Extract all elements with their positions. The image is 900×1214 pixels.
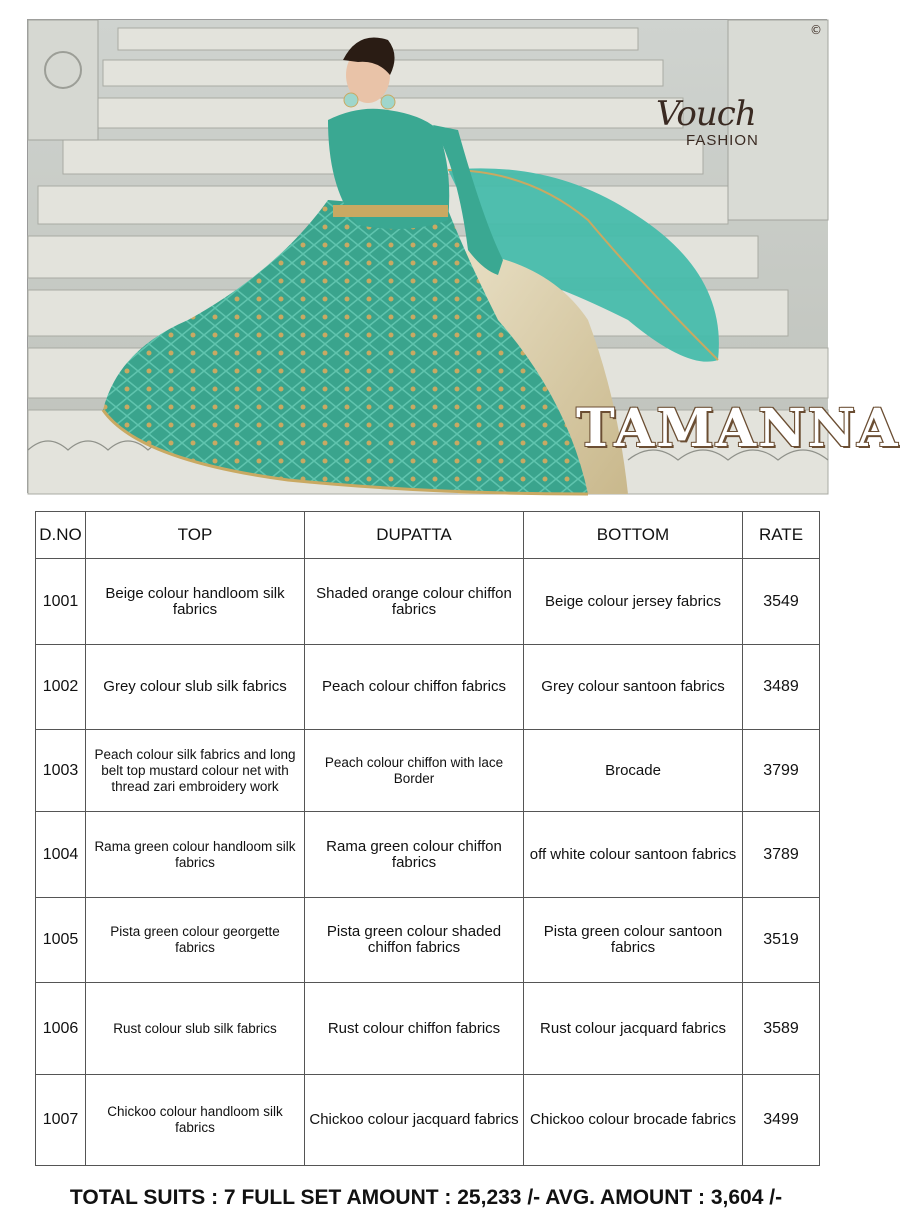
rate-cell: 3489 [743, 645, 820, 730]
header-top: TOP [86, 512, 305, 559]
header-rate: RATE [743, 512, 820, 559]
brand-subtitle: FASHION [686, 132, 759, 149]
header-dno: D.NO [36, 512, 86, 559]
brand-name: Vouch [656, 94, 756, 134]
product-banner [27, 19, 900, 493]
rate-cell: 3789 [743, 812, 820, 898]
rate-cell: 3499 [743, 1075, 820, 1166]
collection-title: TAMANNA [576, 398, 900, 459]
bottom-cell: Chickoo colour brocade fabrics [524, 1075, 743, 1166]
bottom-cell: Grey colour santoon fabrics [524, 645, 743, 730]
dupatta-cell: Rust colour chiffon fabrics [305, 983, 524, 1075]
table-row [36, 983, 820, 1075]
table-header-row [36, 512, 820, 559]
top-cell: Peach colour silk fabrics and long belt top mustard colour net with thread zari embroidery work [86, 730, 305, 812]
rate-cell: 3549 [743, 559, 820, 645]
top-cell: Chickoo colour handloom silk fabrics [86, 1075, 305, 1166]
bottom-cell: Beige colour jersey fabrics [524, 559, 743, 645]
top-cell: Grey colour slub silk fabrics [86, 645, 305, 730]
copyright-mark: © [810, 23, 822, 37]
design-number: 1007 [36, 1075, 86, 1166]
summary-footer: TOTAL SUITS : 7 FULL SET AMOUNT : 25,233 /- AVG. AMOUNT : 3,604 /- [69, 1186, 783, 1209]
design-number: 1004 [36, 812, 86, 898]
dupatta-cell: Rama green colour chiffon fabrics [305, 812, 524, 898]
bottom-cell: Brocade [524, 730, 743, 812]
header-bottom: BOTTOM [524, 512, 743, 559]
brand-logo [656, 82, 836, 177]
design-number: 1006 [36, 983, 86, 1075]
top-cell: Rama green colour handloom silk fabrics [86, 812, 305, 898]
bottom-cell: Rust colour jacquard fabrics [524, 983, 743, 1075]
bottom-cell: Pista green colour santoon fabrics [524, 898, 743, 983]
header-dupatta: DUPATTA [305, 512, 524, 559]
design-number: 1001 [36, 559, 86, 645]
design-number: 1005 [36, 898, 86, 983]
rate-table [35, 511, 820, 1166]
dupatta-cell: Peach colour chiffon fabrics [305, 645, 524, 730]
table-row [36, 645, 820, 730]
dupatta-cell: Pista green colour shaded chiffon fabrics [305, 898, 524, 983]
bottom-cell: off white colour santoon fabrics [524, 812, 743, 898]
top-cell: Beige colour handloom silk fabrics [86, 559, 305, 645]
table-row [36, 898, 820, 983]
table-row [36, 812, 820, 898]
design-number: 1002 [36, 645, 86, 730]
table-row [36, 559, 820, 645]
dupatta-cell: Chickoo colour jacquard fabrics [305, 1075, 524, 1166]
top-cell: Pista green colour georgette fabrics [86, 898, 305, 983]
design-number: 1003 [36, 730, 86, 812]
rate-cell: 3799 [743, 730, 820, 812]
dupatta-cell: Shaded orange colour chiffon fabrics [305, 559, 524, 645]
rate-cell: 3589 [743, 983, 820, 1075]
table-row [36, 1075, 820, 1166]
rate-cell: 3519 [743, 898, 820, 983]
top-cell: Rust colour slub silk fabrics [86, 983, 305, 1075]
table-row [36, 730, 820, 812]
dupatta-cell: Peach colour chiffon with lace Border [305, 730, 524, 812]
